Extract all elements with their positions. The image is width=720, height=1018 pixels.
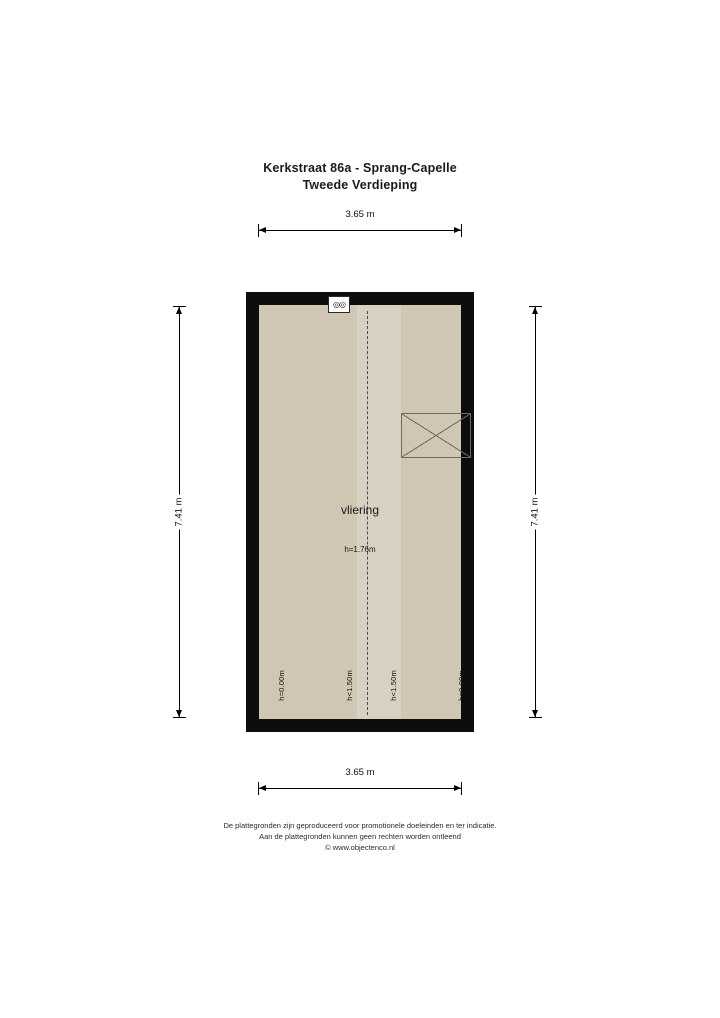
dimension-arrow-top xyxy=(532,307,538,314)
footer-copyright: © www.objectenco.nl xyxy=(325,843,395,852)
dimension-cap-right xyxy=(461,224,462,237)
dimension-line xyxy=(258,230,462,231)
roof-hatch-icon xyxy=(401,413,471,458)
window-icon xyxy=(328,296,350,313)
title-address: Kerkstraat 86a - Sprang-Capelle xyxy=(263,161,457,175)
dimension-top-width xyxy=(258,209,462,236)
title-floor: Tweede Verdieping xyxy=(302,178,418,192)
dimension-right-height-label: 7.41 m xyxy=(528,494,543,529)
dimension-cap-right xyxy=(461,782,462,795)
attic-floor-area xyxy=(259,305,466,719)
dimension-arrow-left xyxy=(259,785,266,791)
dimension-bottom-width xyxy=(258,767,462,794)
height-note-1: h=0.00m xyxy=(277,670,286,701)
floorplan-drawing xyxy=(246,292,474,732)
height-note-3: h<1.50m xyxy=(389,670,398,701)
room-height-label: h=1.76m xyxy=(344,545,376,554)
dimension-left-height-label: 7.41 m xyxy=(172,494,187,529)
dimension-arrow-right xyxy=(454,785,461,791)
dimension-arrow-top xyxy=(176,307,182,314)
dimension-bottom-width-label: 3.65 m xyxy=(258,767,462,778)
dimension-line xyxy=(258,788,462,789)
footer-line-2: Aan de plattegronden kunnen geen rechten worden ontleend xyxy=(259,832,461,841)
dimension-top-width-label: 3.65 m xyxy=(258,209,462,220)
window-glyph: ◎◎ xyxy=(333,300,345,309)
dimension-right-height xyxy=(529,306,541,718)
footer-disclaimer xyxy=(0,820,720,853)
page-title xyxy=(0,160,720,194)
dimension-cap-bottom xyxy=(173,717,186,718)
dimension-arrow-bottom xyxy=(176,710,182,717)
dimension-arrow-left xyxy=(259,227,266,233)
room-label-vliering: vliering xyxy=(340,503,379,517)
footer-line-1: De plattegronden zijn geproduceerd voor promotionele doeleinden en ter indicatie. xyxy=(223,821,497,830)
height-note-4: h=0.00m xyxy=(457,670,466,701)
dimension-cap-bottom xyxy=(529,717,542,718)
dimension-arrow-right xyxy=(454,227,461,233)
dimension-arrow-bottom xyxy=(532,710,538,717)
dimension-left-height xyxy=(173,306,185,718)
height-note-2: h<1.50m xyxy=(345,670,354,701)
